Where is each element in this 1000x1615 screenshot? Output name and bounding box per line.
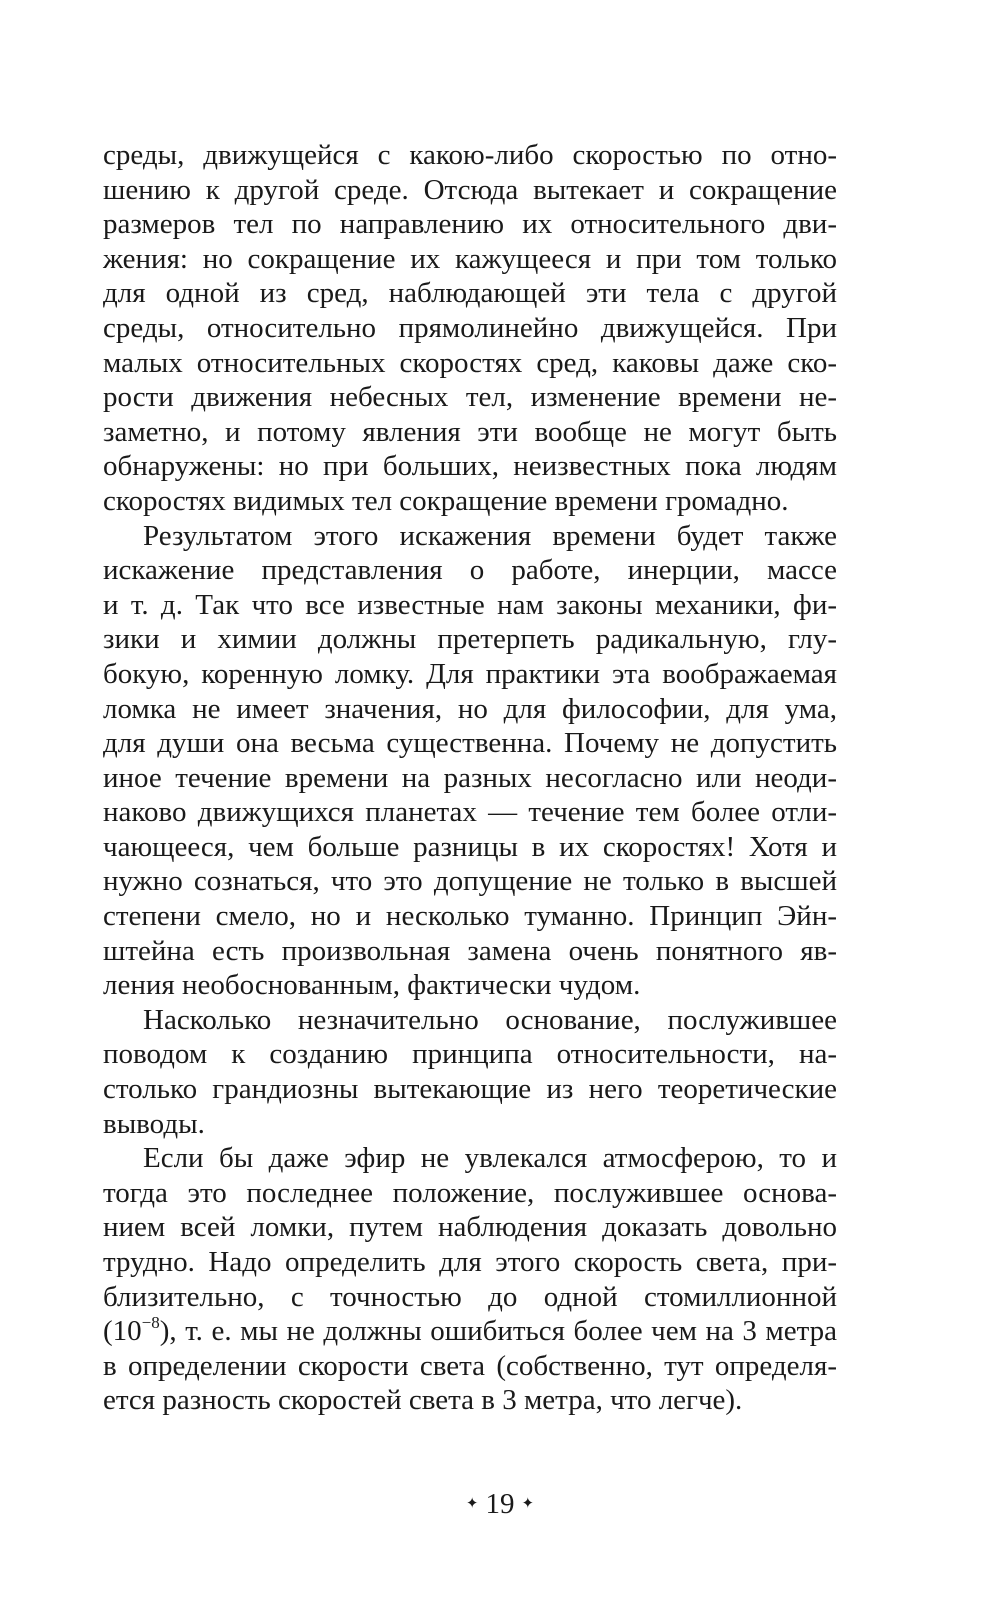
text-line: Если бы даже эфир не увлекался атмосферою, то и: [143, 1142, 837, 1175]
ornament-right-icon: ✦: [521, 1496, 535, 1512]
text-line: Результатом этого искажения времени будет также: [143, 519, 837, 552]
text-line: тогда это последнее положение, послужившее основа-: [103, 1176, 837, 1209]
text-line: искажение представления о работе, инерции, массе: [103, 554, 837, 587]
text-line: трудно. Надо определить для этого скорость света, при-: [103, 1246, 837, 1278]
text-line: нужно сознаться, что это допущение не только в высшей: [103, 865, 837, 898]
text-line: жения: но сокращение их кажущееся и при том только: [103, 242, 837, 275]
text-line: выводы.: [103, 1107, 205, 1140]
text-line: ется разность скоростей света в 3 метра, что легче).: [103, 1384, 743, 1417]
text-line: нием всей ломки, путем наблюдения доказать довольно: [103, 1211, 837, 1244]
text-line: обнаружены: но при больших, неизвестных пока людям: [103, 450, 837, 483]
text-line: чающееся, чем больше разницы в их скоростях! Хотя и: [103, 830, 837, 863]
paragraph: [103, 1141, 837, 1418]
text-line: для одной из сред, наблюдающей эти тела с другой: [103, 277, 837, 310]
text-line: столько грандиозны вытекающие из него теоретические: [103, 1073, 837, 1106]
text-line: рости движения небесных тел, изменение времени не-: [103, 381, 837, 414]
text-line: ления необоснованным, фактически чудом.: [103, 969, 641, 1002]
text-line: и т. д. Так что все известные нам законы механики, фи-: [103, 588, 837, 621]
paragraph: [103, 1003, 837, 1141]
text-line: поводом к созданию принципа относительности, на-: [103, 1038, 837, 1071]
text-line: ломка не имеет значения, но для философии, для ума,: [103, 692, 837, 725]
text-line: степени смело, но и несколько туманно. Принцип Эйн-: [103, 900, 837, 933]
text-line: для души она весьма существенна. Почему не допустить: [103, 727, 837, 760]
ornament-left-icon: ✦: [465, 1496, 479, 1512]
text-line: в определении скорости света (собственно, тут определя-: [103, 1349, 837, 1382]
text-line: шению к другой среде. Отсюда вытекает и сокращение: [103, 173, 837, 206]
text-line: заметно, и потому явления эти вообще не могут быть: [103, 415, 837, 448]
text-line: малых относительных скоростях сред, каковы даже ско-: [103, 346, 837, 379]
text-line: бокую, коренную ломку. Для практики эта воображаемая: [103, 657, 837, 690]
text-line: близительно, с точностью до одной стомиллионной: [103, 1280, 837, 1313]
text-line: размеров тел по направлению их относительного дви-: [103, 208, 837, 241]
text-line: среды, относительно прямолинейно движущейся. При: [103, 311, 837, 344]
text-line: среды, движущейся с какою-либо скоростью по отно-: [103, 139, 837, 171]
page-footer: [0, 1487, 1000, 1521]
text-line: иное течение времени на разных несогласно или неоди-: [103, 761, 837, 794]
text-line: наково движущихся планетах — течение тем более отли-: [103, 796, 837, 829]
text-line: зики и химии должны претерпеть радикальную, глу-: [103, 623, 837, 656]
page-number: 19: [485, 1488, 515, 1520]
text-line: Насколько незначительно основание, послужившее: [143, 1003, 837, 1036]
paragraph: [103, 519, 837, 1003]
text-line: штейна есть произвольная замена очень понятного яв-: [103, 934, 837, 967]
text-line: $(10^{-8})$, т. е. мы не должны ошибиться более чем на 3 метра: [103, 1313, 837, 1348]
text-line: скоростях видимых тел сокращение времени громадно.: [103, 484, 789, 517]
superscript-exponent: −8: [141, 1313, 160, 1333]
page-body: [103, 138, 837, 1418]
paragraph: [103, 138, 837, 519]
